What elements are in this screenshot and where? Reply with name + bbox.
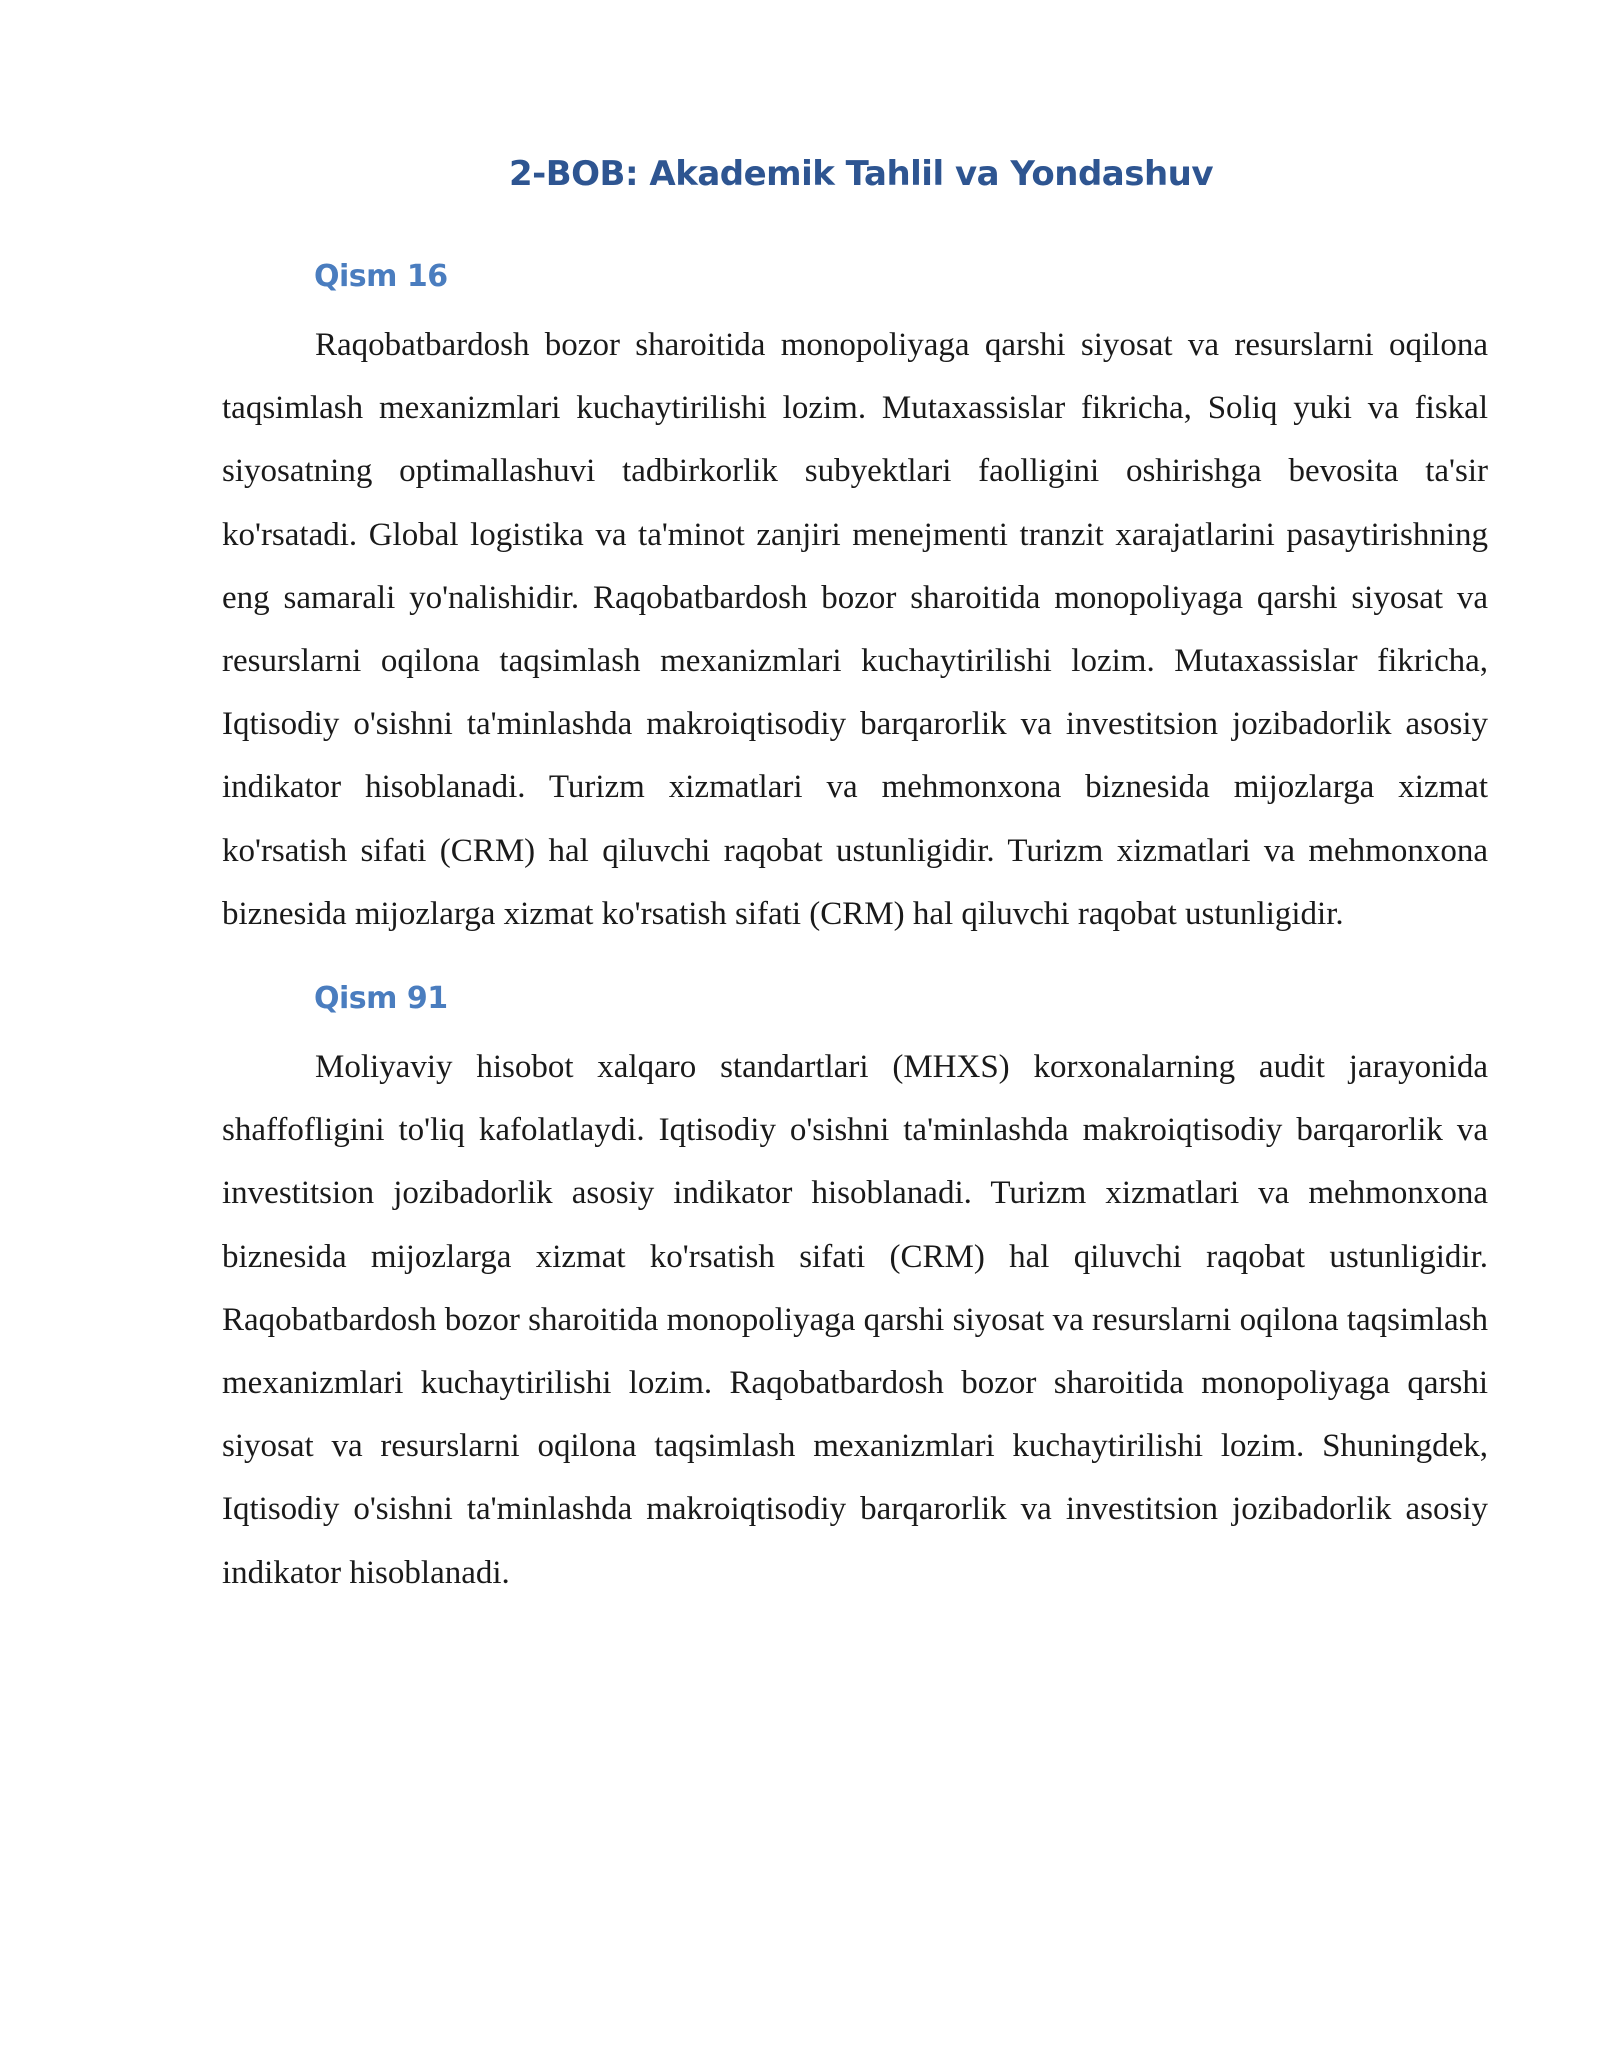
section-paragraph: Raqobatbardosh bozor sharoitida monopoliyaga qarshi siyosat va resurslarni oqilona taqsimlash mexanizmlari kuchaytirilishi lozim. Mutaxassislar fikricha, Soliq yuki va fiskal siyosatning optimallashuvi tadbirkorlik subyektlari faolligini oshirishga bevosita ta'sir ko'rsatadi. Global logistika va ta'minot zanjiri menejmenti tranzit xarajatlarini pasaytirishning eng samarali yo'nalishidir. Raqobatbardosh bozor sharoitida monopoliyaga qarshi siyosat va resurslarni oqilona taqsimlash mexanizmlari kuchaytirilishi lozim. Mutaxassislar fikricha, Iqtisodiy o'sishni ta'minlashda makroiqtisodiy barqarorlik va investitsion jozibadorlik asosiy indikator hisoblanadi. Turizm xizmatlari va mehmonxona biznesida mijozlarga xizmat ko'rsatish sifati (CRM) hal qiluvchi raqobat ustunligidir. Turizm xizmatlari va mehmonxona biznesida mijozlarga xizmat ko'rsatish sifati (CRM) hal qiluvchi raqobat ustunligidir.	[222, 327, 1488, 932]
section-heading: Qism 91	[314, 981, 448, 1017]
section-qism-16	[222, 250, 1488, 946]
section-paragraph: Moliyaviy hisobot xalqaro standartlari (MHXS) korxonalarning audit jarayonida shaffofligini to'liq kafolatlaydi. Iqtisodiy o'sishni ta'minlashda makroiqtisodiy barqarorlik va investitsion jozibadorlik asosiy indikator hisoblanadi. Turizm xizmatlari va mehmonxona biznesida mijozlarga xizmat ko'rsatish sifati (CRM) hal qiluvchi raqobat ustunligidir. Raqobatbardosh bozor sharoitida monopoliyaga qarshi siyosat va resurslarni oqilona taqsimlash mexanizmlari kuchaytirilishi lozim. Raqobatbardosh bozor sharoitida monopoliyaga qarshi siyosat va resurslarni oqilona taqsimlash mexanizmlari kuchaytirilishi lozim. Shuningdek, Iqtisodiy o'sishni ta'minlashda makroiqtisodiy barqarorlik va investitsion jozibadorlik asosiy indikator hisoblanadi.	[222, 1049, 1488, 1591]
chapter-title: 2-BOB: Akademik Tahlil va Yondashuv	[508, 154, 1214, 194]
document-content	[222, 138, 1488, 1623]
section-qism-91	[222, 972, 1488, 1605]
section-heading: Qism 16	[314, 259, 448, 294]
